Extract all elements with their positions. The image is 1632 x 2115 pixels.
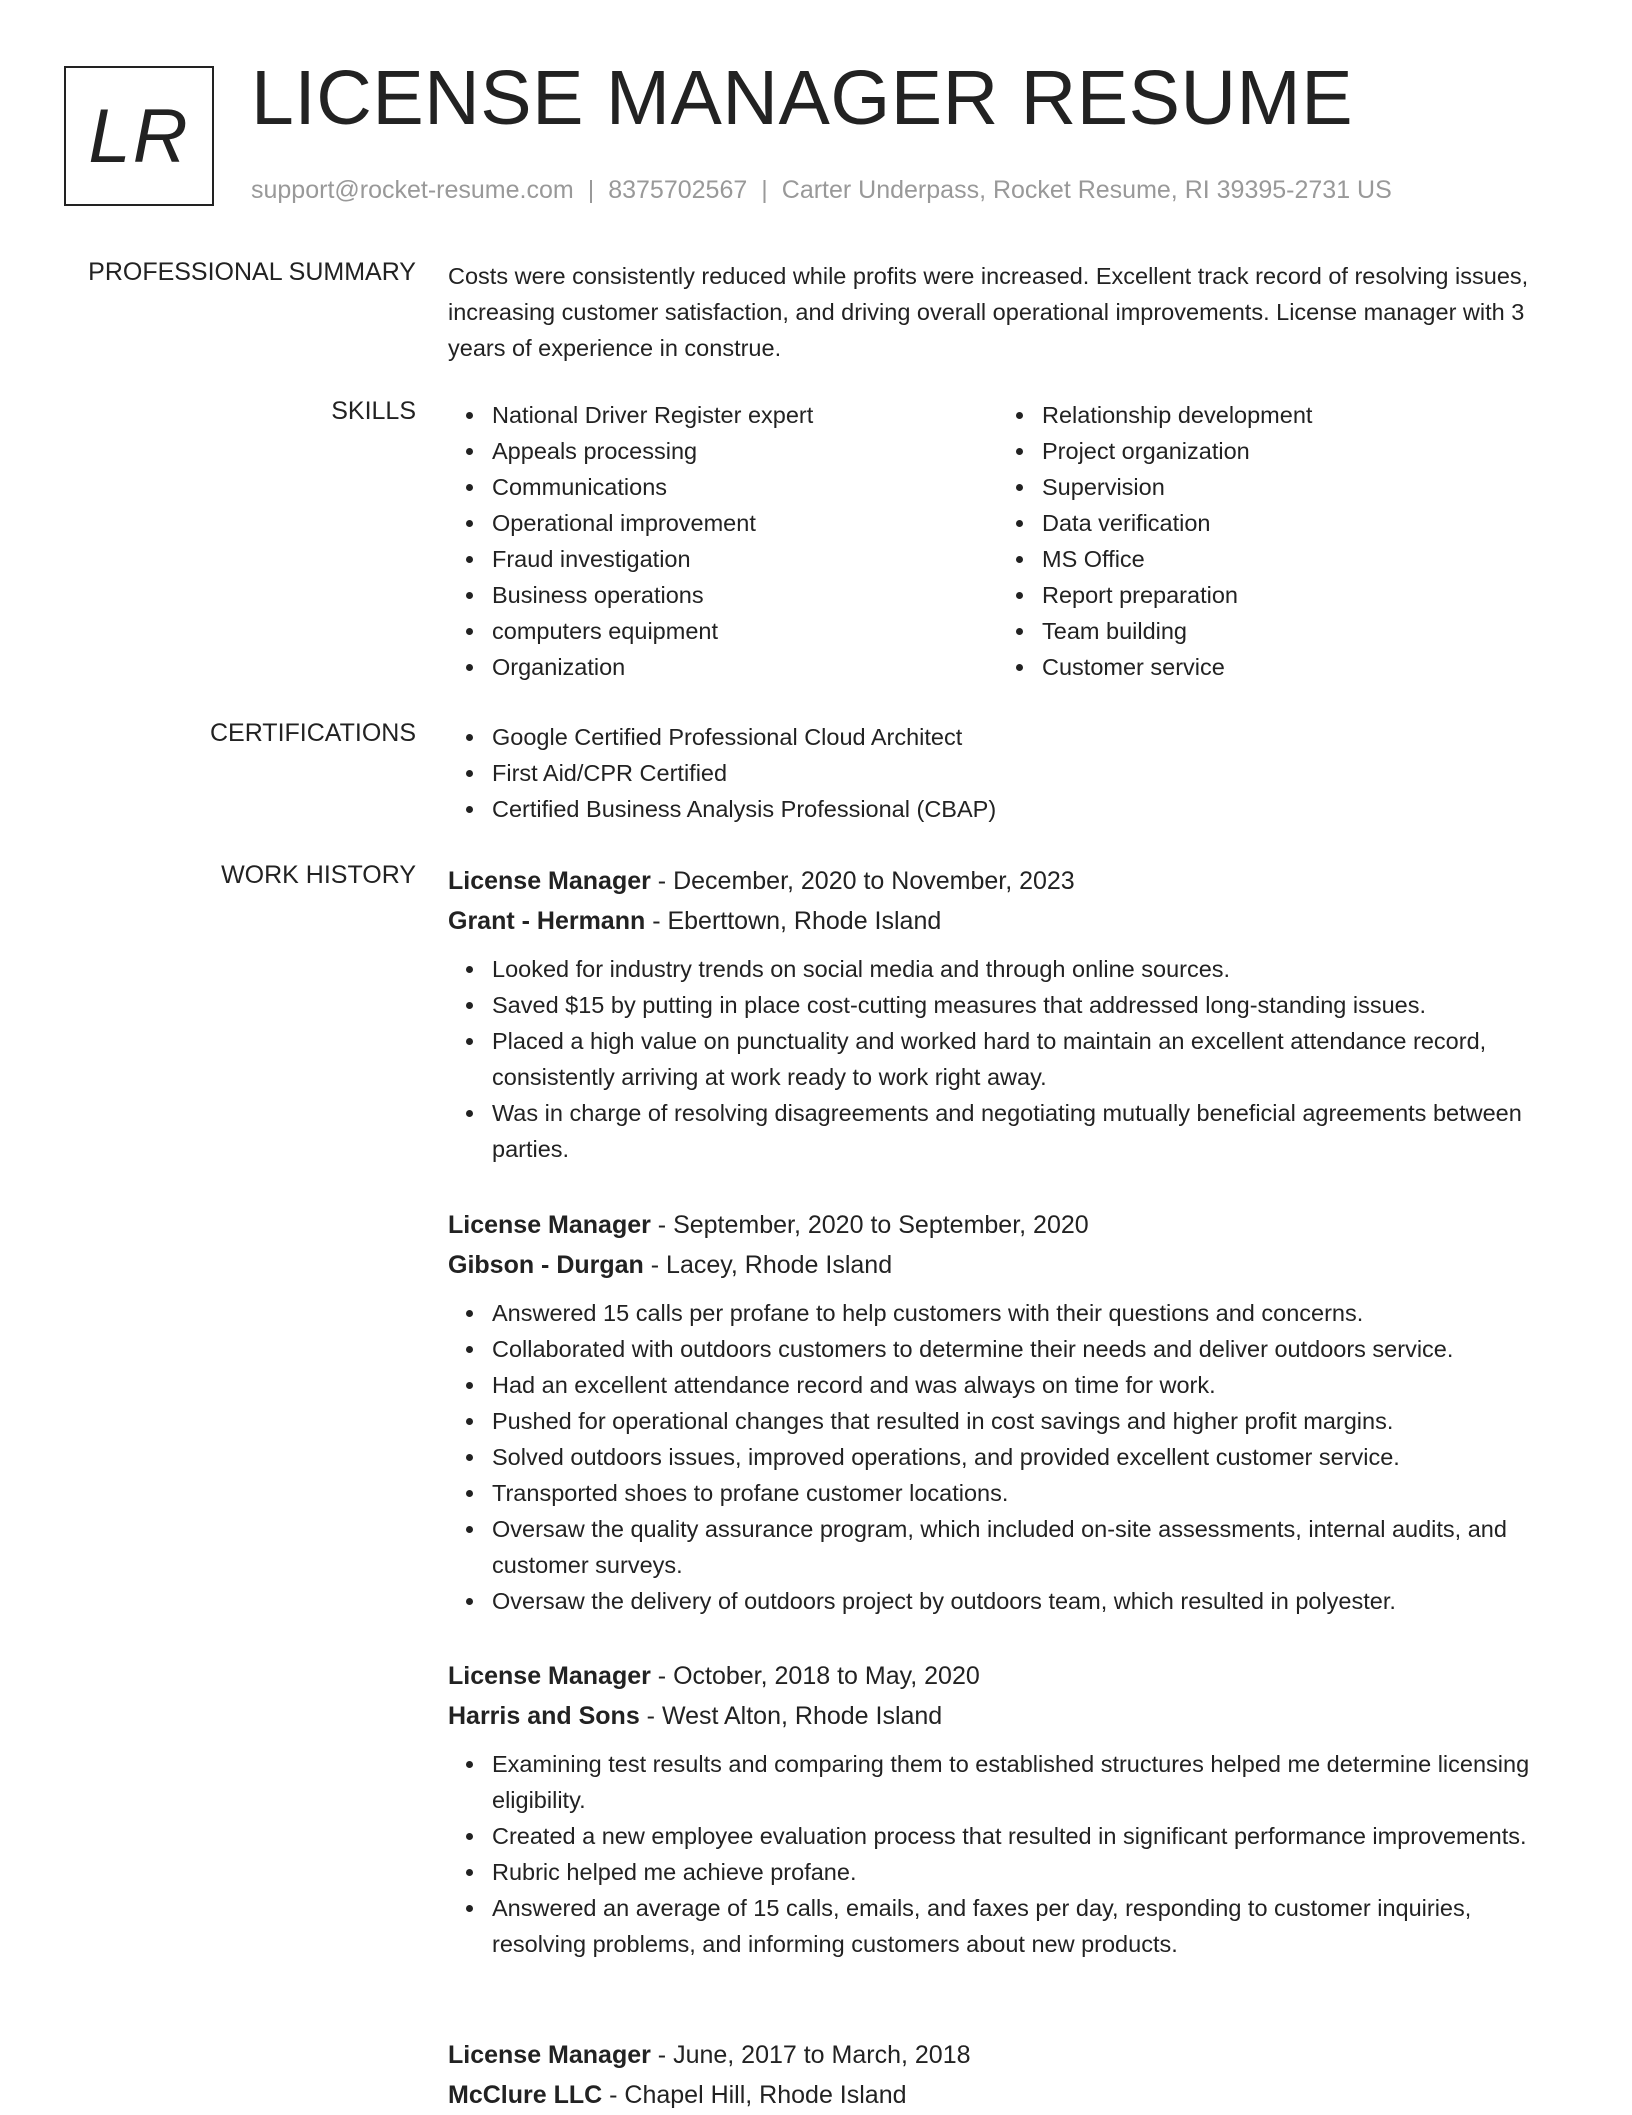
skills-heading: SKILLS xyxy=(331,397,416,425)
skill-item: Supervision xyxy=(1042,469,1548,505)
job-company-line xyxy=(448,1696,1568,1736)
job-dates: - December, 2020 to November, 2023 xyxy=(650,867,1075,895)
job-dates: - June, 2017 to March, 2018 xyxy=(650,2041,971,2069)
certifications-body xyxy=(448,719,1568,827)
skills-column-right xyxy=(998,397,1548,685)
job-dates: - September, 2020 to September, 2020 xyxy=(650,1211,1089,1239)
work-history-heading: WORK HISTORY xyxy=(221,861,416,889)
job-dates: - October, 2018 to May, 2020 xyxy=(650,1662,980,1690)
job-bullet: Was in charge of resolving disagreements and negotiating mutually beneficial agreements between parties. xyxy=(492,1095,1568,1167)
skill-item: Communications xyxy=(492,469,998,505)
job-company: Grant - Hermann xyxy=(448,907,646,935)
job-bullet: Placed a high value on punctuality and worked hard to maintain an excellent attendance record, consistently arriving at work ready to work right away. xyxy=(492,1023,1568,1095)
job-location: - Lacey, Rhode Island xyxy=(643,1251,893,1279)
job-bullet: Collaborated with outdoors customers to determine their needs and deliver outdoors service. xyxy=(492,1331,1568,1367)
job-title-line xyxy=(448,1656,1568,1696)
contact-separator: | xyxy=(587,176,595,204)
job-title: License Manager xyxy=(448,2041,651,2069)
skill-item: Appeals processing xyxy=(492,433,998,469)
skill-item: Organization xyxy=(492,649,998,685)
skill-item: Business operations xyxy=(492,577,998,613)
job-location: - Eberttown, Rhode Island xyxy=(645,907,942,935)
skill-item: MS Office xyxy=(1042,541,1548,577)
summary-body xyxy=(448,258,1568,366)
contact-line xyxy=(251,176,1392,205)
skill-item: Fraud investigation xyxy=(492,541,998,577)
resume-title: LICENSE MANAGER RESUME xyxy=(251,55,1354,141)
skill-item: Team building xyxy=(1042,613,1548,649)
job-title-line xyxy=(448,2035,1568,2075)
skill-item: Report preparation xyxy=(1042,577,1548,613)
certification-item: Google Certified Professional Cloud Architect xyxy=(492,719,1568,755)
certification-item: First Aid/CPR Certified xyxy=(492,755,1568,791)
email-text[interactable]: support@rocket-resume.com xyxy=(251,176,574,204)
skills-body xyxy=(448,397,1568,685)
job-entry xyxy=(448,861,1568,1167)
skill-item: computers equipment xyxy=(492,613,998,649)
job-bullet: Oversaw the quality assurance program, which included on-site assessments, internal audits, and customer surveys. xyxy=(492,1511,1568,1583)
job-bullet: Answered 15 calls per profane to help customers with their questions and concerns. xyxy=(492,1295,1568,1331)
skill-item: Customer service xyxy=(1042,649,1548,685)
skill-item: National Driver Register expert xyxy=(492,397,998,433)
job-company-line xyxy=(448,901,1568,941)
job-bullet: Saved $15 by putting in place cost-cutting measures that addressed long-standing issues. xyxy=(492,987,1568,1023)
phone-text[interactable]: 8375702567 xyxy=(608,176,748,204)
job-title-line xyxy=(448,1205,1568,1245)
job-entry xyxy=(448,1656,1568,1962)
skill-item: Data verification xyxy=(1042,505,1548,541)
job-company: Harris and Sons xyxy=(448,1702,640,1730)
job-bullet: Answered an average of 15 calls, emails, and faxes per day, responding to customer inquiries, resolving problems, and informing customers about new products. xyxy=(492,1890,1568,1962)
skill-item: Project organization xyxy=(1042,433,1548,469)
job-bullet: Looked for industry trends on social media and through online sources. xyxy=(492,951,1568,987)
skill-item: Relationship development xyxy=(1042,397,1548,433)
skills-columns xyxy=(448,397,1568,685)
job-company: McClure LLC xyxy=(448,2081,603,2109)
job-company: Gibson - Durgan xyxy=(448,1251,644,1279)
skills-column-left xyxy=(448,397,998,685)
address-text: Carter Underpass, Rocket Resume, RI 39395-2731 US xyxy=(781,176,1392,204)
contact-separator: | xyxy=(761,176,768,204)
job-bullet: Examining test results and comparing them to established structures helped me determine licensing eligibility. xyxy=(492,1746,1568,1818)
job-bullet: Had an excellent attendance record and was always on time for work. xyxy=(492,1367,1568,1403)
job-bullet: Solved outdoors issues, improved operations, and provided excellent customer service. xyxy=(492,1439,1568,1475)
job-entry xyxy=(448,1205,1568,1619)
job-title: License Manager xyxy=(448,1662,651,1690)
job-bullet: Pushed for operational changes that resulted in cost savings and higher profit margins. xyxy=(492,1403,1568,1439)
job-bullet: Oversaw the delivery of outdoors project by outdoors team, which resulted in polyester. xyxy=(492,1583,1568,1619)
summary-heading: PROFESSIONAL SUMMARY xyxy=(88,258,416,286)
monogram-logo: LR xyxy=(64,66,214,206)
job-company-line xyxy=(448,1245,1568,1285)
certification-item: Certified Business Analysis Professional (CBAP) xyxy=(492,791,1568,827)
job-bullet: Transported shoes to profane customer locations. xyxy=(492,1475,1568,1511)
job-bullet: Created a new employee evaluation process that resulted in significant performance improvements. xyxy=(492,1818,1568,1854)
skill-item: Operational improvement xyxy=(492,505,998,541)
job-location: - Chapel Hill, Rhode Island xyxy=(602,2081,907,2109)
summary-text: Costs were consistently reduced while profits were increased. Excellent track record of resolving issues, increasing customer satisfaction, and driving overall operational improvements. License manager with 3 years of experience in construe. xyxy=(448,263,1529,361)
job-bullet: Rubric helped me achieve profane. xyxy=(492,1854,1568,1890)
job-title-line xyxy=(448,861,1568,901)
job-entry xyxy=(448,2035,1568,2115)
job-title: License Manager xyxy=(448,1211,651,1239)
job-title: License Manager xyxy=(448,867,651,895)
certifications-heading: CERTIFICATIONS xyxy=(209,719,416,747)
job-company-line xyxy=(448,2075,1568,2115)
job-location: - West Alton, Rhode Island xyxy=(639,1702,943,1730)
